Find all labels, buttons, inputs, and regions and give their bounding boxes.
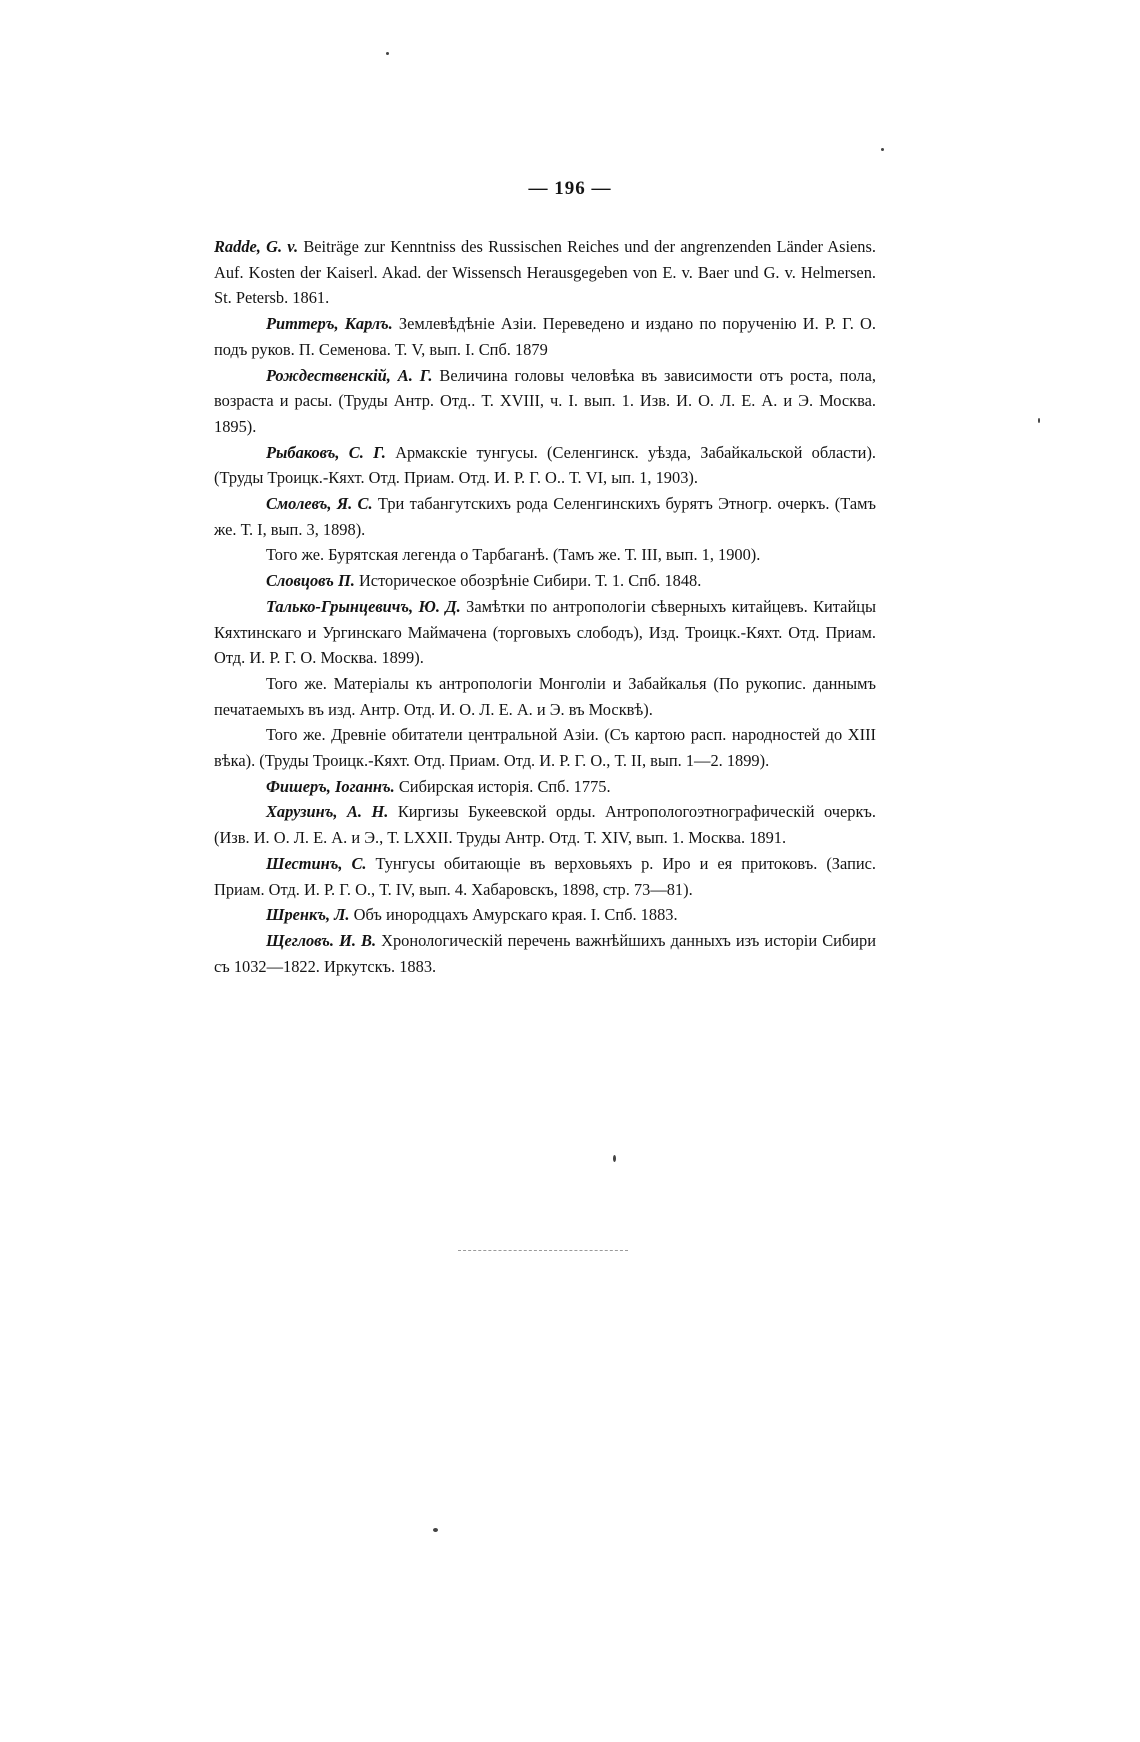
bib-text: Объ инородцахъ Амурскаго края. I. Спб. 1883. [349, 905, 678, 925]
bib-entry [214, 363, 876, 440]
bib-author: Словцовъ П. [266, 571, 355, 591]
bib-entry [214, 799, 876, 850]
bib-author: Рождественскій, А. Г. [266, 365, 433, 385]
bib-author: Риттеръ, Карлъ. [266, 314, 393, 334]
scan-speck [386, 52, 389, 55]
bib-entry [214, 234, 876, 311]
scan-speck [613, 1155, 616, 1162]
bib-author: Фишеръ, Іоганнъ. [266, 776, 395, 796]
bib-text: Тунгусы обитающіе въ верховьяхъ р. Иро и ея притоковъ. (Запис. Приам. Отд. И. Р. Г. О., Т. IV, вып. 4. Хабаровскъ, 1898, стр. 73—81). [214, 853, 876, 899]
bib-text: Землевѣдѣніе Азіи. Переведено и издано по порученію И. Р. Г. О. подъ руков. П. Семенова. Т. V, вып. I. Спб. 1879 [214, 314, 876, 359]
bib-text: Хронологическій перечень важнѣйшихъ данныхъ изъ исторіи Сибири съ 1032—1822. Иркутскъ. 1883. [214, 930, 876, 976]
scan-speck [1038, 418, 1040, 423]
bib-entry [214, 722, 876, 773]
bib-entry [214, 594, 876, 671]
scan-speck [881, 148, 884, 151]
bib-entry [214, 928, 876, 979]
bib-text: Beiträge zur Kenntniss des Russischen Reiches und der angrenzenden Länder Asiens. Auf. Kosten der Kaiserl. Akad. der Wissensch Herausgegeben von E. v. Baer und G. v. Helmersen. St. Petersb. 1861. [214, 237, 876, 308]
bib-author: Radde, G. v. [214, 237, 299, 256]
bib-author: Рыбаковъ, С. Г. [266, 442, 386, 462]
bib-entry [214, 774, 876, 800]
bib-entry [214, 568, 876, 594]
bib-author: Смолевъ, Я. С. [266, 494, 373, 514]
bibliography-list [214, 234, 876, 979]
bib-entry [214, 902, 876, 928]
scan-speck [433, 1528, 438, 1532]
bib-text: Того же. Матеріалы къ антропологіи Монголіи и Забайкалья (По рукопис. даннымъ печатаемыхъ въ изд. Антр. Отд. И. О. Л. Е. А. и Э. въ Москвѣ). [214, 673, 876, 719]
scan-dash-line [458, 1250, 628, 1251]
bib-author: Талько-Грынцевичъ, Ю. Д. [266, 596, 461, 616]
bib-text: Историческое обозрѣніе Сибири. Т. 1. Спб. 1848. [354, 571, 702, 591]
bib-entry [214, 440, 876, 491]
bib-text: Армакскіе тунгусы. (Селенгинск. уѣзда, Забайкальской области). (Труды Троицк.-Кяхт. Отд. Приам. Отд. И. Р. Г. О.. Т. VI, ып. 1, 1903). [214, 442, 876, 488]
bib-entry [214, 491, 876, 542]
bib-author: Харузинъ, А. Н. [266, 802, 389, 822]
bib-text: Того же. Бурятская легенда о Тарбаганѣ. (Тамъ же. Т. III, вып. 1, 1900). [266, 545, 761, 565]
bib-entry [214, 851, 876, 902]
bib-entry [214, 671, 876, 722]
bib-author: Шестинъ, С. [266, 853, 367, 873]
bib-entry [214, 542, 876, 568]
bib-author: Шренкъ, Л. [266, 905, 350, 925]
bib-text: Сибирская исторія. Спб. 1775. [394, 776, 611, 796]
page-number: — 196 — [528, 178, 612, 199]
bib-text: Того же. Древніе обитатели центральной Азіи. (Съ картою расп. народностей до XIII вѣка). (Труды Троицк.-Кяхт. Отд. Приам. Отд. И. Р. Г. О., Т. II, вып. 1—2. 1899). [214, 725, 876, 771]
bib-entry [214, 311, 876, 362]
bib-author: Щегловъ. И. В. [266, 930, 377, 950]
bib-text: Киргизы Букеевской орды. Антропологоэтнографическій очеркъ. (Изв. И. О. Л. Е. А. и Э., Т. LXXII. Труды Антр. Отд. Т. XIV, вып. 1. Москва. 1891. [214, 802, 876, 848]
bib-text: Три табангутскихъ рода Селенгинскихъ бурятъ Этногр. очеркъ. (Тамъ же. Т. I, вып. 3, 1898). [214, 494, 876, 539]
bib-text: Величина головы человѣка въ зависимости отъ роста, пола, возраста и расы. (Труды Антр. Отд.. Т. XVIII, ч. I. вып. 1. Изв. И. О. Л. Е. А. и Э. Москва. 1895). [214, 365, 876, 436]
bib-text: Замѣтки по антропологіи сѣверныхъ китайцевъ. Китайцы Кяхтинскаго и Ургинскаго Маймачена (торговыхъ слободъ), Изд. Троицк.-Кяхт. Отд. Приам. Отд. И. Р. Г. О. Москва. 1899). [214, 596, 876, 668]
